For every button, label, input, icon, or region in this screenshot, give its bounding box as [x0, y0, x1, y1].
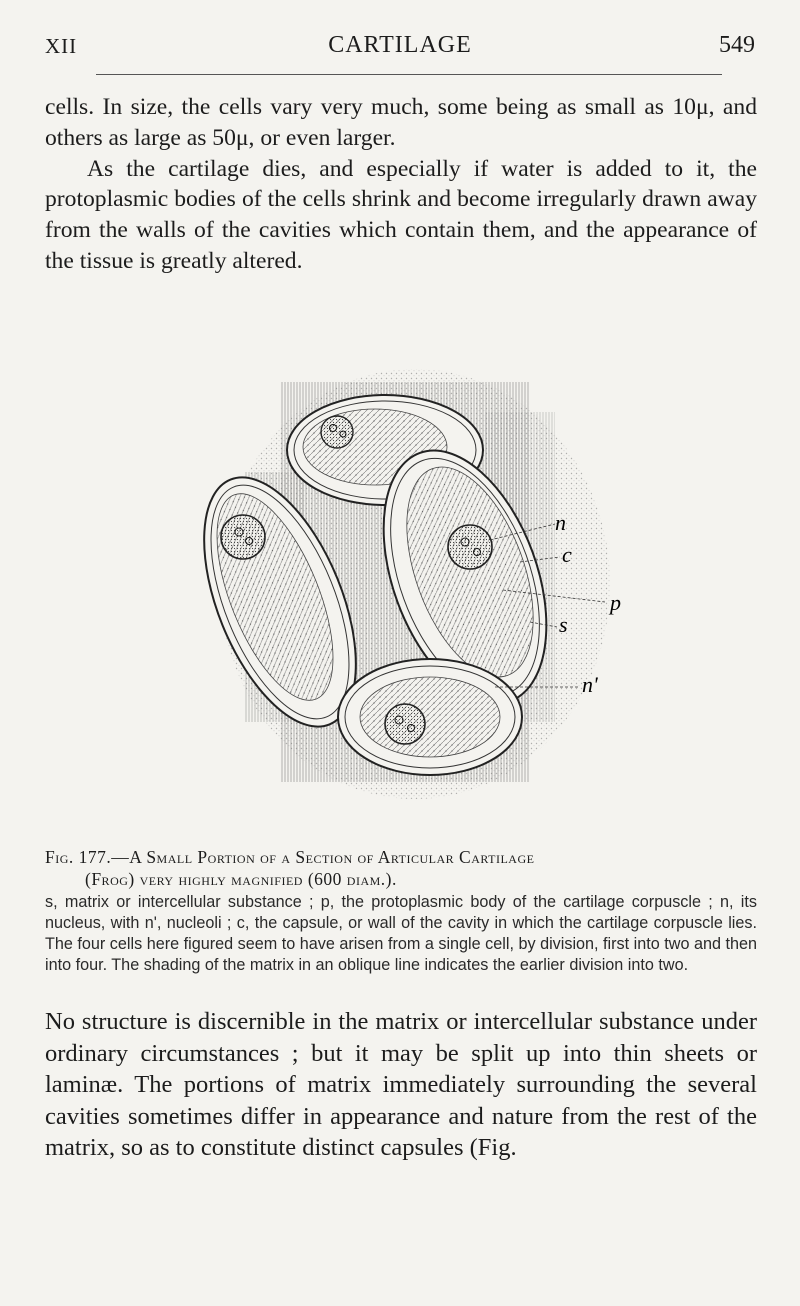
- label-s: s: [559, 612, 568, 637]
- cartilage-cell-bottom: [338, 659, 522, 775]
- caption-title-line2: (Frog) very highly magnified (600 diam.).: [85, 869, 397, 889]
- header-rule: [96, 74, 722, 75]
- caption-title-line1: Fig. 177.—A Small Portion of a Section of Articular Cartilage: [45, 847, 535, 867]
- label-n: n: [555, 510, 566, 535]
- text-block-top: [45, 92, 757, 277]
- page-number: 549: [719, 32, 755, 58]
- chapter-number: XII: [45, 34, 78, 58]
- paragraph-1: cells. In size, the cells vary very much, some being as small as 10μ, and others as large as 50μ, or even larger.: [45, 94, 757, 151]
- cartilage-figure: [185, 352, 655, 814]
- figure-caption-body: [45, 892, 757, 976]
- label-c: c: [562, 542, 572, 567]
- text-block-bottom: [45, 1006, 757, 1164]
- paragraph-2: As the cartilage dies, and especially if water is added to it, the protoplasmic bodies of the cells shrink and become irregularly drawn away from the walls of the cavities which contain them, and the appearance of the tissue is greatly altered.: [45, 155, 757, 274]
- figure-caption-title: [45, 846, 757, 890]
- running-title: CARTILAGE: [328, 32, 472, 58]
- label-p: p: [610, 590, 621, 615]
- paragraph-3: No structure is discernible in the matrix or intercellular substance under ordinary circumstances ; but it may be split up into thin sheets or laminæ. The portions of matrix immediately surrounding the several cavities sometimes differ in appearance and nature from the rest of the matrix, so as to constitute distinct capsules (Fig.: [45, 1008, 757, 1162]
- running-header: [45, 28, 755, 64]
- caption-legend: s, matrix or intercellular substance ; p, the protoplasmic body of the cartilage corpuscle ; n, its nucleus, with n', nucleoli ; c, the capsule, or wall of the cavity in which the cartilage corpuscle lies. The four cells here figured seem to have arisen from a single cell, by division, first into two and then into four. The shading of the matrix in an oblique line indicates the earlier division into two.: [45, 893, 757, 974]
- label-n-prime: n': [582, 672, 598, 697]
